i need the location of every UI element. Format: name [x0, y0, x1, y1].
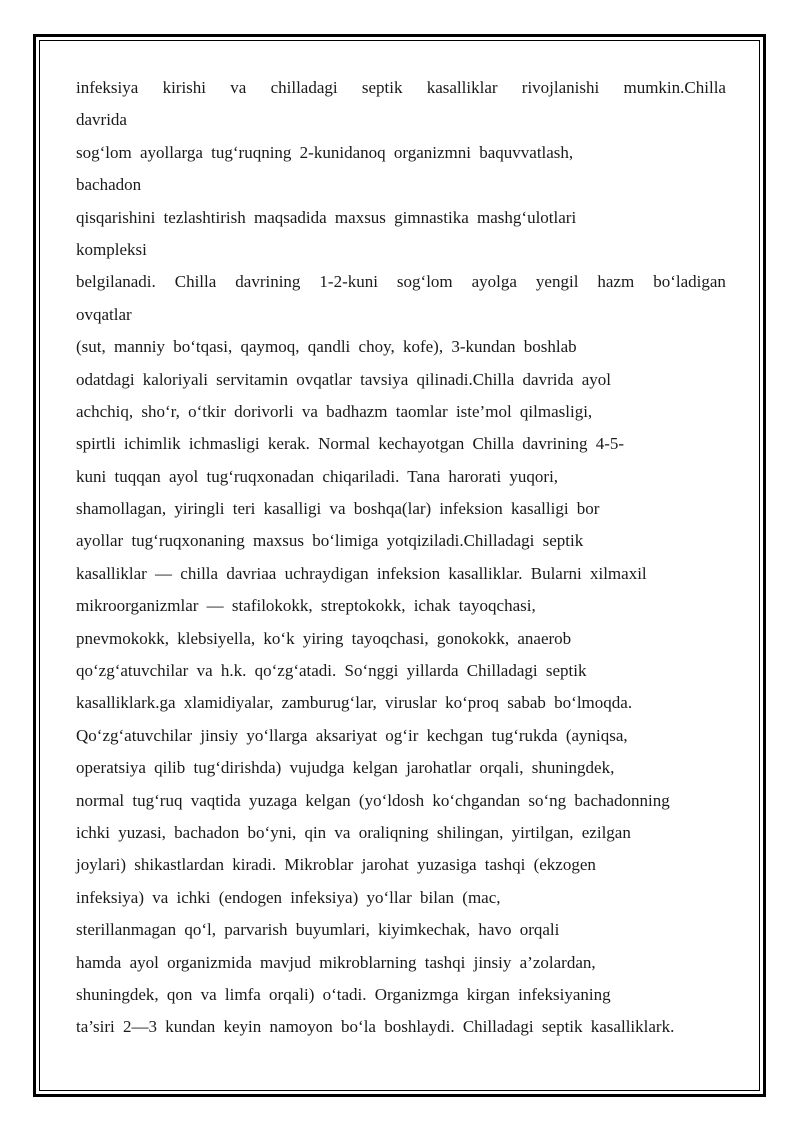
text-line: infeksiya kirishi va chilladagi septik kasalliklar rivojlanishi mumkin.Chilla: [76, 78, 726, 97]
text-line: operatsiya qilib tug‘dirishda) vujudga kelgan jarohatlar orqali, shuningdek,: [76, 758, 615, 778]
text-line: ta’siri 2—3 kundan keyin namoyon bo‘la boshlaydi. Chilladagi septik kasalliklark.: [76, 1017, 675, 1037]
document-body: [76, 72, 726, 1044]
text-line: ayollar tug‘ruqxonaning maxsus bo‘limiga yotqiziladi.Chilladagi septik: [76, 531, 584, 551]
text-line: spirtli ichimlik ichmasligi kerak. Normal kechayotgan Chilla davrining 4-5-: [76, 434, 625, 454]
text-line: sog‘lom ayollarga tug‘ruqning 2-kunidanoq organizmni baquvvatlash,: [76, 142, 574, 162]
text-line: shamollagan, yiringli teri kasalligi va boshqa(lar) infeksion kasalligi bor: [76, 499, 600, 519]
text-line: odatdagi kaloriyali servitamin ovqatlar tavsiya qilinadi.Chilla davrida ayol: [76, 369, 612, 389]
text-line: qisqarishini tezlashtirish maqsadida maxsus gimnastika mashg‘ulotlari: [76, 207, 577, 227]
text-line: Qo‘zg‘atuvchilar jinsiy yo‘llarga aksariyat og‘ir kechgan tug‘rukda (ayniqsa,: [76, 725, 628, 745]
text-line: kuni tuqqan ayol tug‘ruqxonadan chiqariladi. Tana harorati yuqori,: [76, 466, 559, 486]
text-line: kasalliklar — chilla davriaa uchraydigan infeksion kasalliklar. Bularni xilmaxil: [76, 563, 647, 583]
text-line: ovqatlar: [76, 304, 132, 324]
text-line: achchiq, sho‘r, o‘tkir dorivorli va badhazm taomlar iste’mol qilmasligi,: [76, 401, 593, 421]
text-line: normal tug‘ruq vaqtida yuzaga kelgan (yo‘ldosh ko‘chgandan so‘ng bachadonning: [76, 790, 670, 810]
text-line: sterillanmagan qo‘l, parvarish buyumlari, kiyimkechak, havo orqali: [76, 920, 560, 940]
text-line: bachadon: [76, 175, 142, 195]
text-line: shuningdek, qon va limfa orqali) o‘tadi. Organizmga kirgan infeksiyaning: [76, 984, 611, 1004]
text-line: kasalliklark.ga xlamidiyalar, zamburug‘lar, viruslar ko‘proq sabab bo‘lmoqda.: [76, 693, 633, 713]
text-line: belgilanadi. Chilla davrining 1-2-kuni sog‘lom ayolga yengil hazm bo‘ladigan: [76, 272, 726, 292]
text-line: (sut, manniy bo‘tqasi, qaymoq, qandli choy, kofe), 3-kundan boshlab: [76, 337, 577, 357]
text-line: qo‘zg‘atuvchilar va h.k. qo‘zg‘atadi. So‘nggi yillarda Chilladagi septik: [76, 661, 587, 681]
text-line: mikroorganizmlar — stafilokokk, streptokokk, ichak tayoqchasi,: [76, 596, 536, 616]
text-line: ichki yuzasi, bachadon bo‘yni, qin va oraliqning shilingan, yirtilgan, ezilgan: [76, 822, 631, 842]
text-line: joylari) shikastlardan kiradi. Mikroblar jarohat yuzasiga tashqi (ekzogen: [76, 855, 596, 875]
text-line: pnevmokokk, klebsiyella, ko‘k yiring tayoqchasi, gonokokk, anaerob: [76, 628, 572, 648]
text-line: kompleksi: [76, 239, 147, 259]
text-line: infeksiya) va ichki (endogen infeksiya) yo‘llar bilan (mac,: [76, 887, 501, 907]
text-line: davrida: [76, 110, 127, 130]
text-line: hamda ayol organizmida mavjud mikroblarning tashqi jinsiy a’zolardan,: [76, 952, 596, 972]
